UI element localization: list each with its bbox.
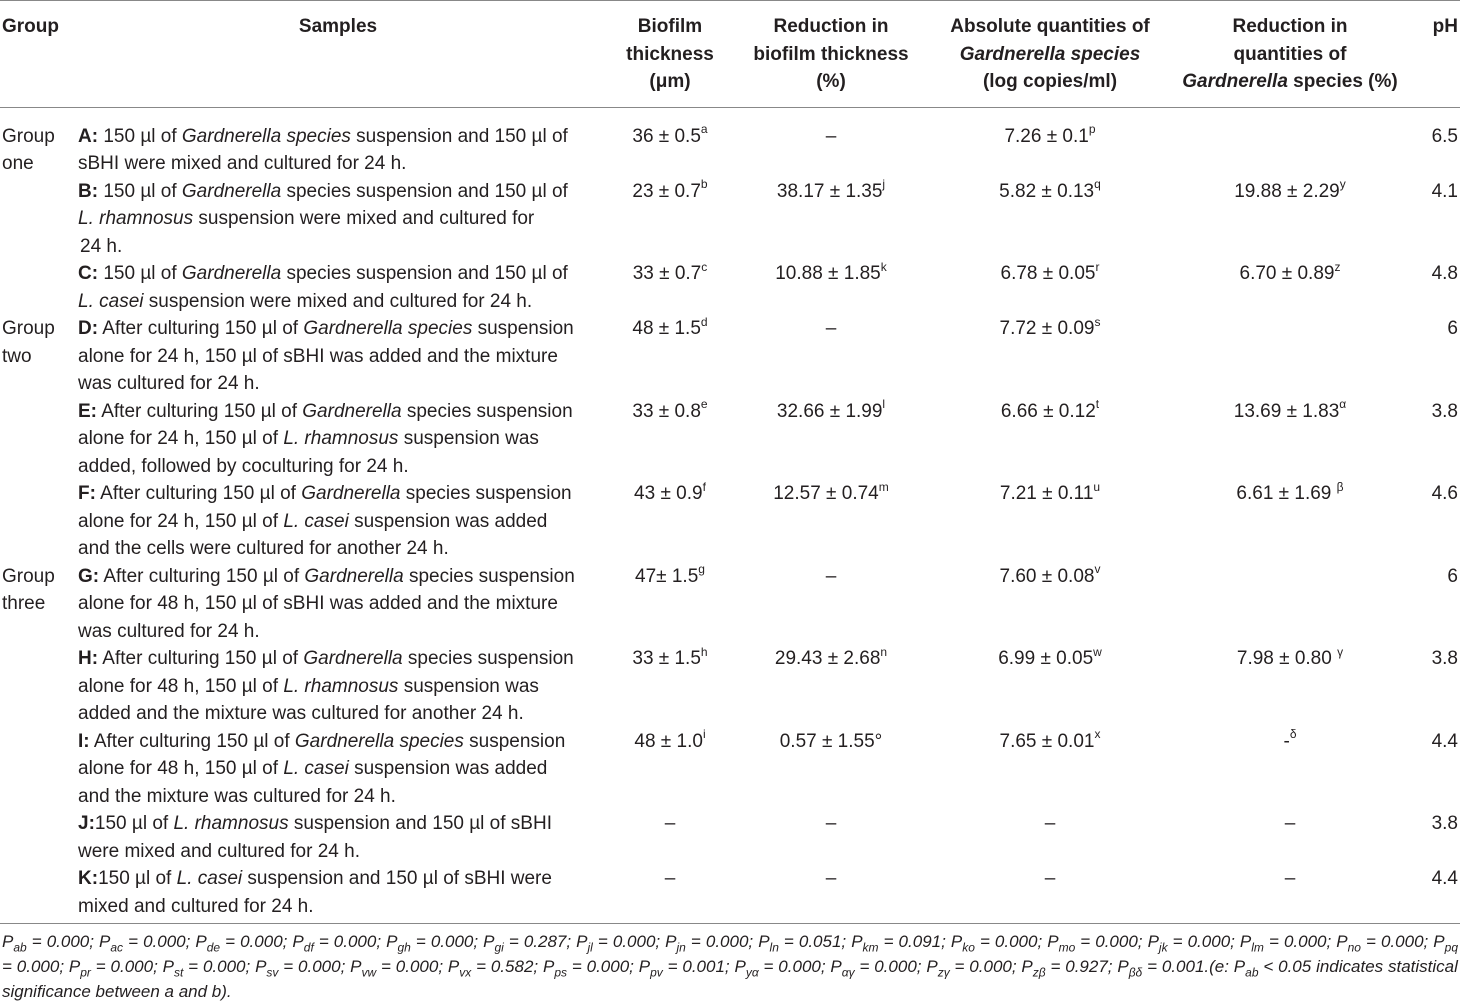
absolute-quantity-cell: $6.78 \pm 0.05^r$ [1000,259,1100,284]
ph-cell: 3.8 [1431,648,1458,669]
p-value-stat: $P_{jl} = 0.000$; [576,932,666,955]
header-ph: pH [1432,16,1458,37]
p-value-stat: $P_{pr} = 0.000$; [68,957,163,980]
p-value-stat: $P_{z\beta} = 0.927$; [1021,957,1118,980]
reduction-thickness-cell: $10.88 \pm 1.85^k$ [775,259,887,284]
p-value-stat: $P_{gi} = 0.287$; [483,932,577,955]
ph-cell: 4.1 [1431,180,1458,202]
absolute-quantity-cell: $7.65 \pm 0.01^x$ [999,727,1101,752]
sample-cell: F: After culturing 150 µl of Gardnerella species suspension alone for 24 h, 150 µl of L. casei suspension was added and the cells were cultured for another 24 h. [78,483,572,559]
absolute-quantity-cell: $7.26 \pm 0.1^p$ [1004,122,1096,147]
sample-cell: E: After culturing 150 µl of Gardnerella species suspension alone for 24 h, 150 µl of L. rhamnosus suspension was added, followed by coculturing for 24 h. [78,400,573,477]
absolute-quantity-cell: – [1044,813,1056,834]
ph-cell: 4.6 [1431,483,1458,504]
biofilm-thickness-cell: $48 \pm 1.0^i$ [634,727,706,752]
p-value-stat: $P_{ln} = 0.051$; [758,932,852,955]
absolute-quantity-cell: – [1044,868,1056,889]
sample-cell: G: After culturing 150 µl of Gardnerella species suspension alone for 48 h, 150 µl of sBHI was added and the mixture was cultured for 24 h. [78,565,575,642]
p-value-stat: $P_{\alpha\gamma} = 0.000$; [830,957,927,980]
reduction-thickness-cell: $38.17 \pm 1.35^j$ [776,177,886,202]
ph-cell: 6 [1447,565,1458,587]
sample-cell: C: 150 µl of Gardnerella species suspension and 150 µl of L. casei suspension were mixed and cultured for 24 h. [78,263,568,312]
group-cell [0,810,78,865]
ph-cell: 4.4 [1431,868,1458,889]
biofilm-thickness-cell: 43 ± 0.9$^f$ [634,479,706,504]
reduction-quantity-cell: 7.98 ± 0.80 $^\gamma$ [1236,644,1344,669]
reduction-quantity-cell: – [1284,813,1296,834]
p-value-stat: $P_{jk} = 0.000$; [1147,932,1240,955]
table-row [0,645,1460,728]
group-cell [0,728,78,811]
biofilm-thickness-cell: 48 ± 1.5$^d$ [632,314,708,339]
footnote [2,929,1458,1004]
p-value-stat: $P_{ps} = 0.000$; [542,957,639,980]
table-row [0,398,1460,481]
table-row [0,260,1460,315]
p-value-stat: $P_{vx} = 0.582$; [447,957,543,980]
header-samples: Samples [298,16,378,37]
sample-cell: B: 150 µl of Gardnerella species suspension and 150 µl of L. rhamnosus suspension were mixed and cultured for 24 h. [78,180,568,257]
p-value-stat: $P_{\beta\delta} = 0.001$. [1117,957,1210,980]
ph-cell: 4.4 [1431,730,1458,752]
ph-cell: 4.8 [1431,263,1458,284]
sample-cell: D: After culturing 150 µl of Gardnerella species suspension alone for 24 h, 150 µl of sBHI was added and the mixture was cultured for 24 h. [78,318,574,394]
table-row [0,865,1460,920]
header-row [0,1,1460,108]
p-value-stat: $P_{km} = 0.091$; [851,932,951,955]
reduction-quantity-cell: $19.88 \pm 2.29^y$ [1234,177,1346,202]
p-value-stat: $P_{ac} = 0.000$; [99,932,196,955]
reduction-thickness-cell: – [825,318,837,339]
sample-cell: I: After culturing 150 µl of Gardnerella species suspension alone for 48 h, 150 µl of L. casei suspension was added and the mixture was cultured for 24 h. [78,730,566,807]
reduction-thickness-cell: $29.43 \pm 2.68^n$ [774,644,888,669]
biofilm-thickness-cell: 23 ± 0.7$^b$ [632,177,708,202]
reduction-thickness-cell: 0.57 ± 1.55° [779,730,883,752]
p-value-stat: $P_{ko} = 0.000$; [950,932,1048,955]
absolute-quantity-cell: $6.99 \pm 0.05^w$ [998,644,1102,669]
reduction-thickness-cell: – [825,868,837,889]
biofilm-thickness-cell: 36 ± 0.5$^a$ [632,122,708,147]
ph-cell: 3.8 [1431,813,1458,834]
header-reduction-thickness: Reduction in biofilm thickness (%) [753,16,909,92]
biofilm-thickness-cell: 47± 1.5$^g$ [635,562,705,587]
significance-note: (e: $P_{ab} < 0.05$ indicates statistical significance between a and b). [2,957,1458,1001]
table-row [0,728,1460,811]
p-value-stat: $P_{z\gamma} = 0.000$; [926,957,1022,980]
reduction-quantity-cell: -$^\delta$ [1283,727,1297,752]
sample-cell: A: 150 µl of Gardnerella species suspension and 150 µl of sBHI were mixed and cultured for 24 h. [78,125,568,174]
reduction-thickness-cell: – [825,813,837,834]
table-row [0,563,1460,646]
reduction-thickness-cell: – [825,125,837,147]
reduction-thickness-cell: – [825,565,837,587]
footnote-divider [0,923,1460,924]
p-value-stat: $P_{y\alpha} = 0.000$; [734,957,831,980]
absolute-quantity-cell: $6.66 \pm 0.12^t$ [1000,397,1100,422]
p-value-stat: $P_{pv} = 0.001$; [638,957,735,980]
absolute-quantity-cell: $7.21 \pm 0.11^u$ [999,479,1101,504]
ph-cell: 6.5 [1431,125,1458,147]
p-value-stat: $P_{df} = 0.000$; [292,932,387,955]
group-cell [0,645,78,728]
table-row [0,315,1460,398]
p-value-stat: $P_{ab} = 0.000$; [2,932,100,955]
group-cell [0,178,78,261]
p-value-stat: $P_{gh} = 0.000$; [386,932,484,955]
reduction-quantity-cell [1180,563,1400,646]
reduction-thickness-cell: $12.57 \pm 0.74^m$ [773,479,889,504]
reduction-quantity-cell [1180,315,1400,398]
p-value-stat: $P_{vw} = 0.000$; [350,957,448,980]
sample-cell: K:150 µl of L. casei suspension and 150 µl of sBHI were mixed and cultured for 24 h. [78,868,552,917]
biofilm-thickness-cell: – [664,868,676,889]
table-row [0,480,1460,563]
group-cell [0,260,78,315]
header-group: Group [2,16,59,37]
header-reduction-quantities: Reduction in quantities of Gardnerella species (%) [1182,16,1398,92]
table-row [0,107,1460,178]
sample-cell: J:150 µl of L. rhamnosus suspension and 150 µl of sBHI were mixed and cultured for 24 h. [78,813,552,862]
absolute-quantity-cell: $7.60 \pm 0.08^v$ [999,562,1101,587]
table-row [0,178,1460,261]
group-cell: Group three [2,565,55,614]
reduction-quantity-cell: – [1284,868,1296,889]
p-value-stat: $P_{st} = 0.000$; [162,957,256,980]
p-value-stat: $P_{lm} = 0.000$; [1239,932,1337,955]
table-row [0,810,1460,865]
biofilm-thickness-cell: 33 ± 1.5$^h$ [632,644,708,669]
reduction-quantity-cell: $13.69 \pm 1.83^\alpha$ [1233,397,1347,422]
header-biofilm-thickness: Biofilm thickness (μm) [626,16,714,92]
p-value-stat: $P_{mo} = 0.000$; [1047,932,1148,955]
group-cell [0,398,78,481]
p-value-stat: $P_{pq} = 0.000$; [2,932,1458,976]
group-cell: Group one [2,125,55,174]
group-cell [0,865,78,920]
biofilm-thickness-cell: 33 ± 0.7$^c$ [632,259,708,284]
ph-cell: 6 [1447,318,1458,339]
biofilm-thickness-cell: – [664,813,676,834]
absolute-quantity-cell: $7.72 \pm 0.09^s$ [999,314,1101,339]
reduction-thickness-cell: $32.66 \pm 1.99^l$ [776,397,886,422]
biofilm-thickness-cell: 33 ± 0.8$^e$ [632,397,708,422]
absolute-quantity-cell: $5.82 \pm 0.13^q$ [999,177,1101,202]
reduction-quantity-cell: 6.61 ± 1.69 $^\beta$ [1236,479,1344,504]
ph-cell: 3.8 [1431,400,1458,422]
group-cell [0,480,78,563]
p-value-stat: $P_{sv} = 0.000$; [255,957,351,980]
gardnerella-pct-label: Gardnerella species (%) [1182,71,1398,92]
p-value-stat: $P_{no} = 0.000$; [1336,932,1434,955]
p-value-stat: $P_{jn} = 0.000$; [665,932,759,955]
p-value-stat: $P_{de} = 0.000$; [195,932,293,955]
reduction-quantity-cell: $6.70 \pm 0.89^z$ [1239,259,1341,284]
header-absolute-quantities: Absolute quantities of Gardnerella species (log copies/ml) [950,16,1150,92]
reduction-quantity-cell [1180,107,1400,178]
sample-cell: H: After culturing 150 µl of Gardnerella species suspension alone for 48 h, 150 µl of L. rhamnosus suspension was added and the mixture was cultured for another 24 h. [78,648,574,724]
group-cell: Group two [2,318,55,367]
